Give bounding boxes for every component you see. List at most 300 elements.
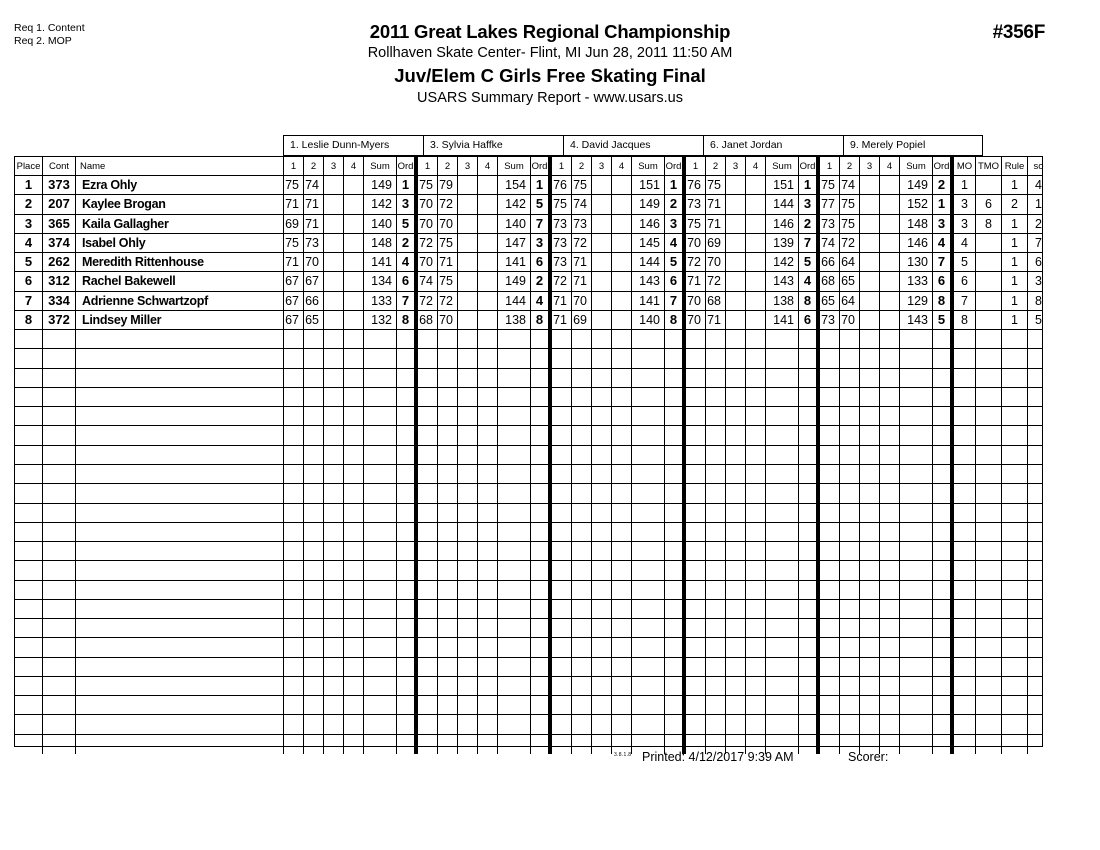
cell-j4-score4: [746, 677, 766, 695]
cell-j2-ord: 5: [531, 195, 552, 213]
cell-so: [1028, 600, 1049, 618]
cell-j1-score3: [324, 311, 344, 329]
cell-j1-score4: [344, 465, 364, 483]
cell-j5-ord: [933, 658, 954, 676]
cell-j2-score2: [438, 426, 458, 444]
cell-place: [15, 407, 43, 425]
cell-j3-score3: [592, 311, 612, 329]
cell-j3-sum: 151: [632, 176, 665, 194]
cell-j5-score4: [880, 658, 900, 676]
cell-name: [76, 446, 284, 464]
cell-j3-score2: 72: [572, 234, 592, 252]
cell-cont: [43, 465, 76, 483]
cell-j1-score1: [284, 561, 304, 579]
cell-j3-ord: [665, 407, 686, 425]
cell-j2-score2: 75: [438, 272, 458, 290]
cell-j5-score4: [880, 638, 900, 656]
cell-j2-score3: [458, 195, 478, 213]
cell-mo: 3: [954, 215, 976, 233]
cell-j1-score4: [344, 504, 364, 522]
cell-j5-score4: [880, 446, 900, 464]
cell-j1-score4: [344, 292, 364, 310]
cell-j4-score1: [686, 715, 706, 733]
cell-j5-score1: [820, 619, 840, 637]
cell-j1-score2: [304, 715, 324, 733]
cell-j2-score3: [458, 696, 478, 714]
cell-j5-score4: [880, 484, 900, 502]
cell-j3-score1: [552, 600, 572, 618]
cell-mo: [954, 619, 976, 637]
cell-j4-score4: [746, 581, 766, 599]
cell-j5-sum: [900, 715, 933, 733]
cell-j4-sum: [766, 446, 799, 464]
cell-j3-score1: [552, 523, 572, 541]
cell-tmo: [976, 349, 1002, 367]
cell-j2-score2: [438, 388, 458, 406]
cell-place: 6: [15, 272, 43, 290]
cell-rule: 1: [1002, 292, 1028, 310]
cell-j3-sum: [632, 715, 665, 733]
cell-j3-sum: [632, 446, 665, 464]
cell-j2-sum: [498, 619, 531, 637]
column-header-mo: MO: [954, 157, 976, 175]
cell-j2-score3: [458, 446, 478, 464]
cell-j1-score3: [324, 696, 344, 714]
cell-j3-ord: [665, 523, 686, 541]
cell-j5-score2: [840, 561, 860, 579]
cell-mo: [954, 658, 976, 676]
cell-j2-score1: 74: [418, 272, 438, 290]
cell-j2-score4: [478, 523, 498, 541]
cell-j2-score4: [478, 388, 498, 406]
cell-rule: [1002, 349, 1028, 367]
cell-j1-score1: 71: [284, 253, 304, 271]
cell-j2-sum: [498, 677, 531, 695]
cell-cont: [43, 484, 76, 502]
cell-j4-ord: 5: [799, 253, 820, 271]
cell-name: Meredith Rittenhouse: [76, 253, 284, 271]
cell-j1-ord: 3: [397, 195, 418, 213]
cell-j2-ord: [531, 523, 552, 541]
cell-j3-score1: [552, 658, 572, 676]
table-row: [15, 465, 1042, 484]
cell-j2-ord: [531, 504, 552, 522]
cell-place: 4: [15, 234, 43, 252]
cell-j1-score2: [304, 619, 324, 637]
cell-so: [1028, 446, 1049, 464]
cell-j3-ord: [665, 426, 686, 444]
cell-j2-sum: [498, 561, 531, 579]
cell-j4-score3: [726, 696, 746, 714]
cell-j4-score1: [686, 369, 706, 387]
cell-j1-score3: [324, 619, 344, 637]
cell-j5-sum: 149: [900, 176, 933, 194]
cell-j3-sum: [632, 484, 665, 502]
cell-j4-score4: [746, 465, 766, 483]
cell-j1-score1: [284, 388, 304, 406]
cell-j3-score1: 73: [552, 253, 572, 271]
cell-j5-score4: [880, 369, 900, 387]
cell-j4-ord: [799, 619, 820, 637]
cell-j4-sum: [766, 330, 799, 348]
cell-j2-score1: [418, 349, 438, 367]
cell-j3-ord: [665, 388, 686, 406]
cell-j1-score2: 74: [304, 176, 324, 194]
cell-j5-score4: [880, 581, 900, 599]
cell-j1-score2: [304, 369, 324, 387]
cell-j5-score3: [860, 561, 880, 579]
cell-j3-score1: 71: [552, 311, 572, 329]
cell-j1-sum: [364, 658, 397, 676]
judge-header-4: 6. Janet Jordan: [703, 135, 843, 156]
cell-rule: [1002, 504, 1028, 522]
cell-j5-score3: [860, 658, 880, 676]
cell-j2-score1: 72: [418, 292, 438, 310]
cell-j2-score4: [478, 330, 498, 348]
cell-j1-score3: [324, 446, 344, 464]
table-row: [15, 600, 1042, 619]
cell-j4-score1: [686, 465, 706, 483]
cell-j4-sum: [766, 523, 799, 541]
cell-tmo: [976, 696, 1002, 714]
cell-j2-ord: [531, 388, 552, 406]
cell-j5-score4: [880, 542, 900, 560]
cell-j2-score1: [418, 581, 438, 599]
cell-j1-score2: [304, 542, 324, 560]
cell-j1-score2: [304, 330, 324, 348]
cell-place: [15, 638, 43, 656]
cell-j4-score2: [706, 465, 726, 483]
cell-j1-score2: [304, 561, 324, 579]
cell-j1-ord: [397, 426, 418, 444]
cell-j4-score2: 69: [706, 234, 726, 252]
cell-j2-score4: [478, 272, 498, 290]
cell-j2-sum: 138: [498, 311, 531, 329]
column-header-name: Name: [76, 157, 284, 175]
cell-j4-sum: 143: [766, 272, 799, 290]
cell-j4-sum: [766, 715, 799, 733]
cell-j1-score3: [324, 426, 344, 444]
cell-j4-score3: [726, 407, 746, 425]
cell-j1-score1: [284, 446, 304, 464]
cell-j4-ord: [799, 523, 820, 541]
cell-j5-score3: [860, 465, 880, 483]
cell-j1-score4: [344, 696, 364, 714]
cell-j3-score4: [612, 388, 632, 406]
cell-j1-score1: [284, 542, 304, 560]
cell-j2-score1: 70: [418, 215, 438, 233]
column-header-j1-score2: 2: [304, 157, 324, 175]
cell-j1-score4: [344, 619, 364, 637]
cell-j2-score2: 72: [438, 292, 458, 310]
cell-j1-ord: [397, 330, 418, 348]
cell-j3-ord: [665, 696, 686, 714]
cell-j5-score3: [860, 234, 880, 252]
cell-j1-score1: [284, 465, 304, 483]
cell-j5-score1: [820, 638, 840, 656]
column-header-j1-score4: 4: [344, 157, 364, 175]
cell-tmo: [976, 581, 1002, 599]
cell-j1-score1: [284, 619, 304, 637]
cell-j4-score3: [726, 484, 746, 502]
cell-j3-sum: [632, 504, 665, 522]
cell-place: [15, 330, 43, 348]
cell-j1-ord: [397, 696, 418, 714]
cell-so: 1: [1035, 197, 1042, 212]
cell-j3-score3: [592, 234, 612, 252]
cell-tmo: [976, 677, 1002, 695]
cell-j5-sum: 143: [900, 311, 933, 329]
cell-j5-score3: [860, 638, 880, 656]
cell-j2-score4: [478, 581, 498, 599]
cell-j5-score2: 70: [840, 311, 860, 329]
cell-so: [1028, 465, 1049, 483]
cell-j5-ord: [933, 426, 954, 444]
cell-j5-score1: [820, 542, 840, 560]
cell-j3-sum: [632, 542, 665, 560]
cell-name: [76, 658, 284, 676]
cell-j5-score4: [880, 426, 900, 444]
cell-j2-score2: [438, 504, 458, 522]
cell-mo: 1: [954, 176, 976, 194]
cell-j2-score4: [478, 426, 498, 444]
cell-tmo: [976, 407, 1002, 425]
cell-j5-sum: 130: [900, 253, 933, 271]
cell-cont: [43, 581, 76, 599]
cell-tmo: [976, 715, 1002, 733]
table-body: [15, 176, 1042, 754]
cell-j1-sum: [364, 581, 397, 599]
cell-j5-score1: [820, 446, 840, 464]
cell-j5-ord: [933, 696, 954, 714]
cell-j5-sum: [900, 638, 933, 656]
cell-tmo: [976, 234, 1002, 252]
cell-j4-score3: [726, 253, 746, 271]
cell-so: [1028, 349, 1049, 367]
cell-j1-score4: [344, 658, 364, 676]
cell-rule: [1002, 388, 1028, 406]
cell-j5-score2: [840, 696, 860, 714]
cell-j2-score2: [438, 581, 458, 599]
cell-j5-sum: 152: [900, 195, 933, 213]
cell-j5-score4: [880, 696, 900, 714]
cell-j2-sum: 149: [498, 272, 531, 290]
cell-j5-ord: [933, 446, 954, 464]
cell-j5-ord: 5: [933, 311, 954, 329]
cell-j3-ord: 6: [665, 272, 686, 290]
cell-j5-score4: [880, 330, 900, 348]
column-header-j5-score4: 4: [880, 157, 900, 175]
cell-j3-score1: [552, 330, 572, 348]
cell-j4-sum: [766, 619, 799, 637]
cell-name: Rachel Bakewell: [76, 272, 284, 290]
cell-j2-score1: [418, 619, 438, 637]
cell-j4-score2: 71: [706, 311, 726, 329]
cell-j5-score4: [880, 504, 900, 522]
column-header-j2-ord: Ord: [531, 157, 552, 175]
cell-j5-score1: [820, 465, 840, 483]
cell-j5-score2: [840, 330, 860, 348]
cell-j1-score2: 67: [304, 272, 324, 290]
cell-j2-score3: [458, 330, 478, 348]
cell-j1-ord: 1: [397, 176, 418, 194]
cell-j3-score2: 74: [572, 195, 592, 213]
cell-j1-score4: [344, 215, 364, 233]
cell-j4-score4: [746, 176, 766, 194]
cell-j4-score3: [726, 234, 746, 252]
cell-j2-score1: [418, 446, 438, 464]
table-row: [15, 696, 1042, 715]
cell-j1-score2: [304, 446, 324, 464]
cell-cont: 373: [43, 176, 76, 194]
cell-rule: [1002, 523, 1028, 541]
cell-place: 5: [15, 253, 43, 271]
cell-so: [1028, 426, 1049, 444]
cell-j4-score2: [706, 561, 726, 579]
cell-place: [15, 465, 43, 483]
cell-j1-ord: [397, 349, 418, 367]
cell-j1-score3: [324, 349, 344, 367]
cell-j5-ord: [933, 677, 954, 695]
cell-place: 8: [15, 311, 43, 329]
cell-j4-score4: [746, 234, 766, 252]
cell-j1-ord: 6: [397, 272, 418, 290]
cell-j1-score4: [344, 195, 364, 213]
cell-place: 2: [15, 195, 43, 213]
cell-j1-sum: [364, 677, 397, 695]
cell-j4-score4: [746, 715, 766, 733]
cell-j2-score4: [478, 638, 498, 656]
cell-j5-score1: 74: [820, 234, 840, 252]
cell-j1-sum: [364, 542, 397, 560]
cell-j3-score3: [592, 349, 612, 367]
cell-j3-score1: 72: [552, 272, 572, 290]
cell-j5-score1: 73: [820, 215, 840, 233]
cell-cont: [43, 542, 76, 560]
cell-j1-score1: [284, 484, 304, 502]
cell-j5-score2: 64: [840, 253, 860, 271]
cell-tmo: [976, 311, 1002, 329]
cell-j2-score3: [458, 234, 478, 252]
cell-j1-score1: [284, 426, 304, 444]
cell-j5-score3: [860, 523, 880, 541]
cell-j2-score3: [458, 484, 478, 502]
cell-j2-ord: [531, 658, 552, 676]
cell-j3-score2: [572, 446, 592, 464]
cell-j3-score3: [592, 658, 612, 676]
column-header-cont: Cont: [43, 157, 76, 175]
cell-j4-ord: 8: [799, 292, 820, 310]
cell-j3-score2: [572, 349, 592, 367]
cell-mo: [954, 600, 976, 618]
cell-mo: [954, 715, 976, 733]
cell-cont: 365: [43, 215, 76, 233]
cell-j2-score4: [478, 349, 498, 367]
cell-j2-score1: [418, 638, 438, 656]
cell-j3-sum: [632, 561, 665, 579]
cell-j1-score1: 67: [284, 311, 304, 329]
cell-j5-ord: [933, 542, 954, 560]
cell-j1-score4: [344, 272, 364, 290]
cell-j5-sum: [900, 696, 933, 714]
cell-j4-score3: [726, 658, 746, 676]
cell-j3-score2: [572, 388, 592, 406]
cell-j2-score1: [418, 600, 438, 618]
table-header-row: [15, 156, 1042, 176]
cell-j3-ord: 3: [665, 215, 686, 233]
cell-j5-ord: [933, 638, 954, 656]
cell-j5-score4: [880, 619, 900, 637]
cell-j1-score2: [304, 388, 324, 406]
cell-j2-score3: [458, 619, 478, 637]
cell-j3-score4: [612, 349, 632, 367]
cell-j2-ord: 8: [531, 311, 552, 329]
cell-j1-score3: [324, 504, 344, 522]
cell-so: [1028, 484, 1049, 502]
cell-j1-score2: [304, 407, 324, 425]
cell-j2-score2: [438, 369, 458, 387]
cell-place: 3: [15, 215, 43, 233]
cell-j1-score4: [344, 638, 364, 656]
cell-rule: [1002, 369, 1028, 387]
cell-j1-ord: [397, 619, 418, 637]
cell-j5-score3: [860, 195, 880, 213]
cell-j2-sum: 154: [498, 176, 531, 194]
cell-j2-score3: [458, 677, 478, 695]
cell-j2-ord: [531, 369, 552, 387]
cell-mo: [954, 696, 976, 714]
cell-name: [76, 407, 284, 425]
cell-j1-ord: [397, 523, 418, 541]
cell-j4-score2: [706, 484, 726, 502]
cell-j5-score2: [840, 600, 860, 618]
cell-j5-score4: [880, 388, 900, 406]
cell-rule: [1002, 715, 1028, 733]
cell-j2-sum: [498, 542, 531, 560]
cell-j3-score4: [612, 215, 632, 233]
cell-rule: [1002, 600, 1028, 618]
cell-j5-score4: [880, 195, 900, 213]
cell-j4-score3: [726, 176, 746, 194]
cell-j5-score1: [820, 715, 840, 733]
cell-tmo: [976, 619, 1002, 637]
cell-j4-score3: [726, 677, 746, 695]
cell-j1-score2: [304, 600, 324, 618]
cell-j5-ord: [933, 619, 954, 637]
cell-j1-score3: [324, 176, 344, 194]
cell-j5-score2: 65: [840, 272, 860, 290]
cell-j1-score3: [324, 715, 344, 733]
cell-j4-score4: [746, 484, 766, 502]
cell-j1-sum: 148: [364, 234, 397, 252]
cell-j3-score1: [552, 369, 572, 387]
cell-j3-sum: [632, 638, 665, 656]
cell-j1-score4: [344, 715, 364, 733]
cell-rule: [1002, 426, 1028, 444]
cell-j2-score4: [478, 465, 498, 483]
cell-j2-score3: [458, 581, 478, 599]
cell-j1-score3: [324, 484, 344, 502]
cell-tmo: [976, 426, 1002, 444]
cell-mo: [954, 542, 976, 560]
cell-mo: 6: [954, 272, 976, 290]
cell-j2-score3: [458, 292, 478, 310]
cell-j5-score2: 64: [840, 292, 860, 310]
cell-j3-score4: [612, 234, 632, 252]
cell-j2-score3: [458, 504, 478, 522]
cell-j1-score2: [304, 581, 324, 599]
cell-j4-score1: [686, 504, 706, 522]
